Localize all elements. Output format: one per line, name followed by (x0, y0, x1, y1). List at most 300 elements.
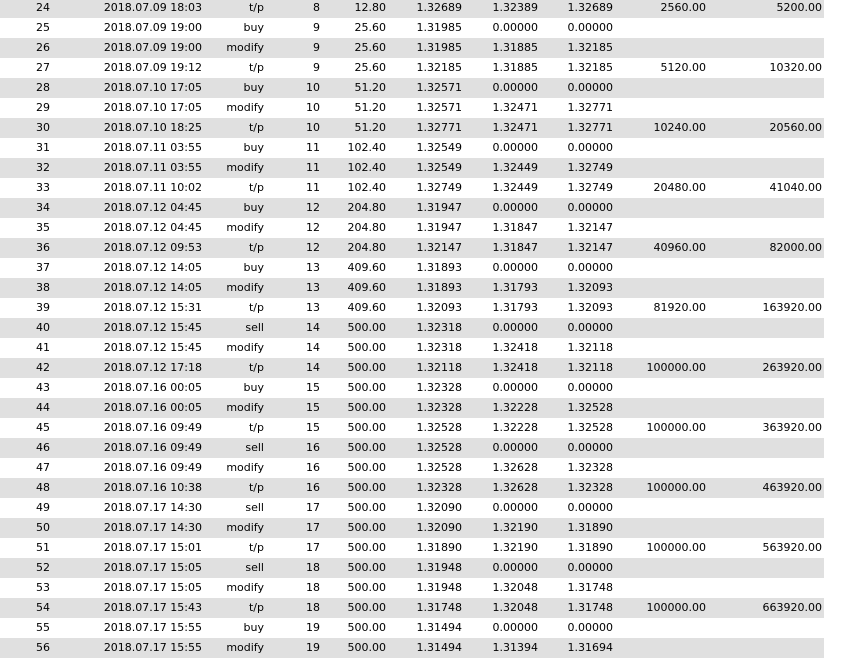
size-cell: 500.00 (347, 341, 386, 354)
price-cell: 1.31947 (416, 221, 462, 234)
type-cell: t/p (248, 61, 264, 74)
tp-cell: 0.00000 (567, 621, 613, 634)
order-cell: 17 (306, 541, 320, 554)
balance-cell (706, 578, 822, 598)
size-cell: 409.60 (347, 301, 386, 314)
balance-cell: 663920.00 (762, 601, 822, 614)
tp-cell: 1.31694 (567, 641, 613, 654)
type-cell: t/p (248, 181, 264, 194)
tp-cell: 1.32689 (567, 1, 613, 14)
profit-cell: 81920.00 (653, 301, 706, 314)
profit-cell: 5120.00 (660, 61, 706, 74)
type-cell: buy (243, 141, 264, 154)
table-row[interactable] (0, 518, 824, 538)
price-cell: 1.31947 (416, 201, 462, 214)
size-cell: 409.60 (347, 281, 386, 294)
profit-cell (613, 158, 706, 178)
price-cell: 1.32093 (416, 301, 462, 314)
time-cell: 2018.07.09 19:00 (103, 21, 202, 34)
balance-cell (706, 18, 822, 38)
order-cell: 10 (306, 121, 320, 134)
tp-cell: 0.00000 (567, 201, 613, 214)
size-cell: 500.00 (347, 601, 386, 614)
size-cell: 204.80 (347, 201, 386, 214)
tp-cell: 0.00000 (567, 501, 613, 514)
order-cell: 13 (306, 261, 320, 274)
price-cell: 1.31985 (416, 41, 462, 54)
row-number: 53 (36, 581, 50, 594)
size-cell: 500.00 (347, 421, 386, 434)
balance-cell (706, 98, 822, 118)
price-cell: 1.31948 (416, 581, 462, 594)
table-row[interactable] (0, 318, 824, 338)
type-cell: t/p (248, 121, 264, 134)
table-row[interactable] (0, 598, 824, 618)
price-cell: 1.32318 (416, 321, 462, 334)
row-number: 54 (36, 601, 50, 614)
size-cell: 500.00 (347, 481, 386, 494)
tp-cell: 1.31748 (567, 601, 613, 614)
row-number: 41 (36, 341, 50, 354)
table-row[interactable] (0, 138, 824, 158)
tp-cell: 1.32328 (567, 481, 613, 494)
row-number: 52 (36, 561, 50, 574)
tp-cell: 1.32528 (567, 401, 613, 414)
type-cell: buy (243, 81, 264, 94)
row-number: 42 (36, 361, 50, 374)
size-cell: 25.60 (354, 41, 386, 54)
tp-cell: 1.32328 (567, 461, 613, 474)
profit-cell (613, 338, 706, 358)
table-row[interactable] (0, 478, 824, 498)
sl-cell: 1.32628 (492, 481, 538, 494)
tp-cell: 0.00000 (567, 381, 613, 394)
profit-cell: 20480.00 (653, 181, 706, 194)
window-edge (824, 0, 846, 650)
balance-cell (706, 78, 822, 98)
row-number: 48 (36, 481, 50, 494)
order-cell: 15 (306, 381, 320, 394)
row-number: 46 (36, 441, 50, 454)
tp-cell: 1.31890 (567, 541, 613, 554)
row-number: 36 (36, 241, 50, 254)
sl-cell: 0.00000 (492, 321, 538, 334)
order-cell: 11 (306, 161, 320, 174)
price-cell: 1.32185 (416, 61, 462, 74)
profit-cell (613, 38, 706, 58)
table-row[interactable] (0, 198, 824, 218)
row-number: 49 (36, 501, 50, 514)
order-cell: 19 (306, 621, 320, 634)
type-cell: t/p (248, 421, 264, 434)
balance-cell: 263920.00 (762, 361, 822, 374)
row-number: 39 (36, 301, 50, 314)
time-cell: 2018.07.17 15:55 (103, 641, 202, 654)
table-row[interactable] (0, 278, 824, 298)
time-cell: 2018.07.16 09:49 (103, 441, 202, 454)
table-row[interactable] (0, 98, 824, 118)
sl-cell: 1.32048 (492, 601, 538, 614)
order-cell: 16 (306, 441, 320, 454)
time-cell: 2018.07.16 00:05 (103, 401, 202, 414)
sl-cell: 1.31885 (492, 61, 538, 74)
sl-cell: 0.00000 (492, 381, 538, 394)
sl-cell: 1.31394 (492, 641, 538, 654)
tp-cell: 1.32771 (567, 121, 613, 134)
table-row[interactable] (0, 418, 824, 438)
row-number: 29 (36, 101, 50, 114)
profit-cell (613, 398, 706, 418)
time-cell: 2018.07.12 15:45 (103, 321, 202, 334)
price-cell: 1.32528 (416, 441, 462, 454)
type-cell: modify (226, 581, 264, 594)
balance-cell (706, 458, 822, 478)
profit-cell (613, 318, 706, 338)
order-cell: 15 (306, 401, 320, 414)
profit-cell: 100000.00 (646, 481, 706, 494)
profit-cell (613, 438, 706, 458)
balance-cell: 363920.00 (762, 421, 822, 434)
profit-cell (613, 618, 706, 638)
row-number: 27 (36, 61, 50, 74)
profit-cell (613, 498, 706, 518)
size-cell: 102.40 (347, 161, 386, 174)
type-cell: modify (226, 161, 264, 174)
table-row[interactable] (0, 258, 824, 278)
tp-cell: 1.32185 (567, 61, 613, 74)
profit-cell: 10240.00 (653, 121, 706, 134)
order-cell: 14 (306, 361, 320, 374)
price-cell: 1.32771 (416, 121, 462, 134)
row-number: 30 (36, 121, 50, 134)
profit-cell (613, 78, 706, 98)
row-number: 31 (36, 141, 50, 154)
table-row[interactable] (0, 338, 824, 358)
tp-cell: 0.00000 (567, 81, 613, 94)
table-row[interactable] (0, 18, 824, 38)
table-row[interactable] (0, 498, 824, 518)
time-cell: 2018.07.16 00:05 (103, 381, 202, 394)
type-cell: modify (226, 641, 264, 654)
tp-cell: 0.00000 (567, 261, 613, 274)
time-cell: 2018.07.12 17:18 (103, 361, 202, 374)
table-row[interactable] (0, 398, 824, 418)
size-cell: 500.00 (347, 641, 386, 654)
price-cell: 1.31985 (416, 21, 462, 34)
type-cell: modify (226, 521, 264, 534)
type-cell: buy (243, 201, 264, 214)
order-cell: 12 (306, 201, 320, 214)
sl-cell: 0.00000 (492, 561, 538, 574)
table-row[interactable] (0, 618, 824, 638)
sl-cell: 0.00000 (492, 261, 538, 274)
size-cell: 102.40 (347, 181, 386, 194)
profit-cell: 100000.00 (646, 421, 706, 434)
order-cell: 11 (306, 141, 320, 154)
order-cell: 12 (306, 241, 320, 254)
price-cell: 1.32749 (416, 181, 462, 194)
price-cell: 1.32571 (416, 101, 462, 114)
tp-cell: 1.32093 (567, 301, 613, 314)
row-number: 56 (36, 641, 50, 654)
price-cell: 1.31893 (416, 261, 462, 274)
row-number: 32 (36, 161, 50, 174)
balance-cell (706, 618, 822, 638)
row-number: 33 (36, 181, 50, 194)
balance-cell: 163920.00 (762, 301, 822, 314)
table-row[interactable] (0, 218, 824, 238)
size-cell: 500.00 (347, 461, 386, 474)
size-cell: 500.00 (347, 441, 386, 454)
balance-cell: 10320.00 (769, 61, 822, 74)
tp-cell: 0.00000 (567, 321, 613, 334)
tp-cell: 0.00000 (567, 21, 613, 34)
size-cell: 500.00 (347, 621, 386, 634)
type-cell: t/p (248, 241, 264, 254)
sl-cell: 1.32628 (492, 461, 538, 474)
size-cell: 51.20 (354, 81, 386, 94)
table-row[interactable] (0, 38, 824, 58)
sl-cell: 1.32048 (492, 581, 538, 594)
order-cell: 17 (306, 521, 320, 534)
sl-cell: 1.32449 (492, 181, 538, 194)
row-number: 26 (36, 41, 50, 54)
price-cell: 1.32328 (416, 401, 462, 414)
sl-cell: 0.00000 (492, 141, 538, 154)
price-cell: 1.31893 (416, 281, 462, 294)
table-row[interactable] (0, 0, 824, 18)
order-cell: 11 (306, 181, 320, 194)
row-number: 44 (36, 401, 50, 414)
tp-cell: 1.31748 (567, 581, 613, 594)
price-cell: 1.32328 (416, 381, 462, 394)
order-cell: 14 (306, 341, 320, 354)
time-cell: 2018.07.16 09:49 (103, 461, 202, 474)
size-cell: 500.00 (347, 381, 386, 394)
price-cell: 1.32147 (416, 241, 462, 254)
size-cell: 25.60 (354, 61, 386, 74)
time-cell: 2018.07.12 04:45 (103, 201, 202, 214)
sl-cell: 0.00000 (492, 501, 538, 514)
time-cell: 2018.07.17 15:05 (103, 581, 202, 594)
sl-cell: 1.31793 (492, 281, 538, 294)
time-cell: 2018.07.12 04:45 (103, 221, 202, 234)
size-cell: 102.40 (347, 141, 386, 154)
table-row[interactable] (0, 78, 824, 98)
table-row[interactable] (0, 438, 824, 458)
type-cell: buy (243, 261, 264, 274)
sl-cell: 1.31885 (492, 41, 538, 54)
table-row[interactable] (0, 558, 824, 578)
profit-cell: 2560.00 (660, 1, 706, 14)
order-cell: 13 (306, 301, 320, 314)
sl-cell: 0.00000 (492, 81, 538, 94)
size-cell: 500.00 (347, 561, 386, 574)
price-cell: 1.31748 (416, 601, 462, 614)
profit-cell (613, 18, 706, 38)
balance-cell (706, 198, 822, 218)
size-cell: 500.00 (347, 521, 386, 534)
sl-cell: 1.32471 (492, 121, 538, 134)
time-cell: 2018.07.09 19:12 (103, 61, 202, 74)
tp-cell: 1.32749 (567, 161, 613, 174)
table-row[interactable] (0, 638, 824, 658)
balance-cell (706, 498, 822, 518)
type-cell: buy (243, 381, 264, 394)
size-cell: 500.00 (347, 401, 386, 414)
profit-cell (613, 638, 706, 658)
balance-cell: 82000.00 (769, 241, 822, 254)
sl-cell: 1.32228 (492, 401, 538, 414)
order-cell: 18 (306, 561, 320, 574)
size-cell: 500.00 (347, 581, 386, 594)
order-cell: 18 (306, 581, 320, 594)
order-cell: 13 (306, 281, 320, 294)
row-number: 38 (36, 281, 50, 294)
tp-cell: 1.32147 (567, 241, 613, 254)
table-row[interactable] (0, 358, 824, 378)
sl-cell: 0.00000 (492, 441, 538, 454)
size-cell: 51.20 (354, 121, 386, 134)
sl-cell: 0.00000 (492, 621, 538, 634)
time-cell: 2018.07.12 15:45 (103, 341, 202, 354)
row-number: 25 (36, 21, 50, 34)
balance-cell (706, 338, 822, 358)
row-number: 45 (36, 421, 50, 434)
sl-cell: 1.32190 (492, 541, 538, 554)
price-cell: 1.32528 (416, 461, 462, 474)
balance-cell (706, 318, 822, 338)
sl-cell: 1.32418 (492, 361, 538, 374)
type-cell: t/p (248, 301, 264, 314)
table-row[interactable] (0, 158, 824, 178)
time-cell: 2018.07.11 03:55 (103, 141, 202, 154)
row-number: 28 (36, 81, 50, 94)
balance-cell (706, 378, 822, 398)
order-cell: 18 (306, 601, 320, 614)
size-cell: 204.80 (347, 221, 386, 234)
profit-cell (613, 258, 706, 278)
price-cell: 1.32090 (416, 521, 462, 534)
tp-cell: 0.00000 (567, 441, 613, 454)
tp-cell: 1.32771 (567, 101, 613, 114)
profit-cell (613, 138, 706, 158)
time-cell: 2018.07.17 14:30 (103, 501, 202, 514)
time-cell: 2018.07.17 15:05 (103, 561, 202, 574)
type-cell: sell (245, 561, 264, 574)
tp-cell: 1.32093 (567, 281, 613, 294)
profit-cell (613, 458, 706, 478)
type-cell: modify (226, 401, 264, 414)
price-cell: 1.32549 (416, 161, 462, 174)
time-cell: 2018.07.16 09:49 (103, 421, 202, 434)
balance-cell (706, 438, 822, 458)
time-cell: 2018.07.09 18:03 (103, 1, 202, 14)
time-cell: 2018.07.09 19:00 (103, 41, 202, 54)
order-cell: 19 (306, 641, 320, 654)
order-cell: 17 (306, 501, 320, 514)
row-number: 40 (36, 321, 50, 334)
table-row[interactable] (0, 378, 824, 398)
balance-cell: 5200.00 (776, 1, 822, 14)
order-cell: 14 (306, 321, 320, 334)
profit-cell (613, 198, 706, 218)
type-cell: t/p (248, 1, 264, 14)
size-cell: 409.60 (347, 261, 386, 274)
tp-cell: 1.32118 (567, 361, 613, 374)
balance-cell (706, 518, 822, 538)
time-cell: 2018.07.16 10:38 (103, 481, 202, 494)
order-cell: 10 (306, 81, 320, 94)
price-cell: 1.32090 (416, 501, 462, 514)
table-row[interactable] (0, 118, 824, 138)
profit-cell (613, 278, 706, 298)
table-row[interactable] (0, 178, 824, 198)
time-cell: 2018.07.10 17:05 (103, 81, 202, 94)
sl-cell: 1.31847 (492, 241, 538, 254)
table-row[interactable] (0, 458, 824, 478)
balance-cell (706, 258, 822, 278)
profit-cell: 40960.00 (653, 241, 706, 254)
row-number: 35 (36, 221, 50, 234)
balance-cell (706, 638, 822, 658)
type-cell: t/p (248, 361, 264, 374)
table-row[interactable] (0, 298, 824, 318)
sl-cell: 1.32418 (492, 341, 538, 354)
price-cell: 1.31948 (416, 561, 462, 574)
tp-cell: 1.32185 (567, 41, 613, 54)
table-row[interactable] (0, 578, 824, 598)
profit-cell: 100000.00 (646, 361, 706, 374)
table-row[interactable] (0, 58, 824, 78)
profit-cell (613, 98, 706, 118)
price-cell: 1.32528 (416, 421, 462, 434)
balance-cell (706, 158, 822, 178)
profit-cell: 100000.00 (646, 601, 706, 614)
type-cell: modify (226, 281, 264, 294)
order-cell: 15 (306, 421, 320, 434)
time-cell: 2018.07.17 15:43 (103, 601, 202, 614)
profit-cell (613, 558, 706, 578)
order-cell: 9 (313, 21, 320, 34)
tp-cell: 1.31890 (567, 521, 613, 534)
tp-cell: 0.00000 (567, 141, 613, 154)
type-cell: t/p (248, 541, 264, 554)
profit-cell (613, 218, 706, 238)
sl-cell: 0.00000 (492, 201, 538, 214)
tp-cell: 1.32749 (567, 181, 613, 194)
time-cell: 2018.07.17 15:01 (103, 541, 202, 554)
type-cell: buy (243, 21, 264, 34)
order-cell: 8 (313, 1, 320, 14)
table-row[interactable] (0, 538, 824, 558)
table-row[interactable] (0, 238, 824, 258)
time-cell: 2018.07.11 03:55 (103, 161, 202, 174)
type-cell: modify (226, 341, 264, 354)
balance-cell (706, 138, 822, 158)
size-cell: 500.00 (347, 321, 386, 334)
order-cell: 9 (313, 61, 320, 74)
row-number: 50 (36, 521, 50, 534)
time-cell: 2018.07.17 14:30 (103, 521, 202, 534)
sl-cell: 1.32471 (492, 101, 538, 114)
price-cell: 1.32549 (416, 141, 462, 154)
time-cell: 2018.07.12 14:05 (103, 281, 202, 294)
type-cell: sell (245, 501, 264, 514)
size-cell: 204.80 (347, 241, 386, 254)
row-number: 47 (36, 461, 50, 474)
balance-cell: 20560.00 (769, 121, 822, 134)
